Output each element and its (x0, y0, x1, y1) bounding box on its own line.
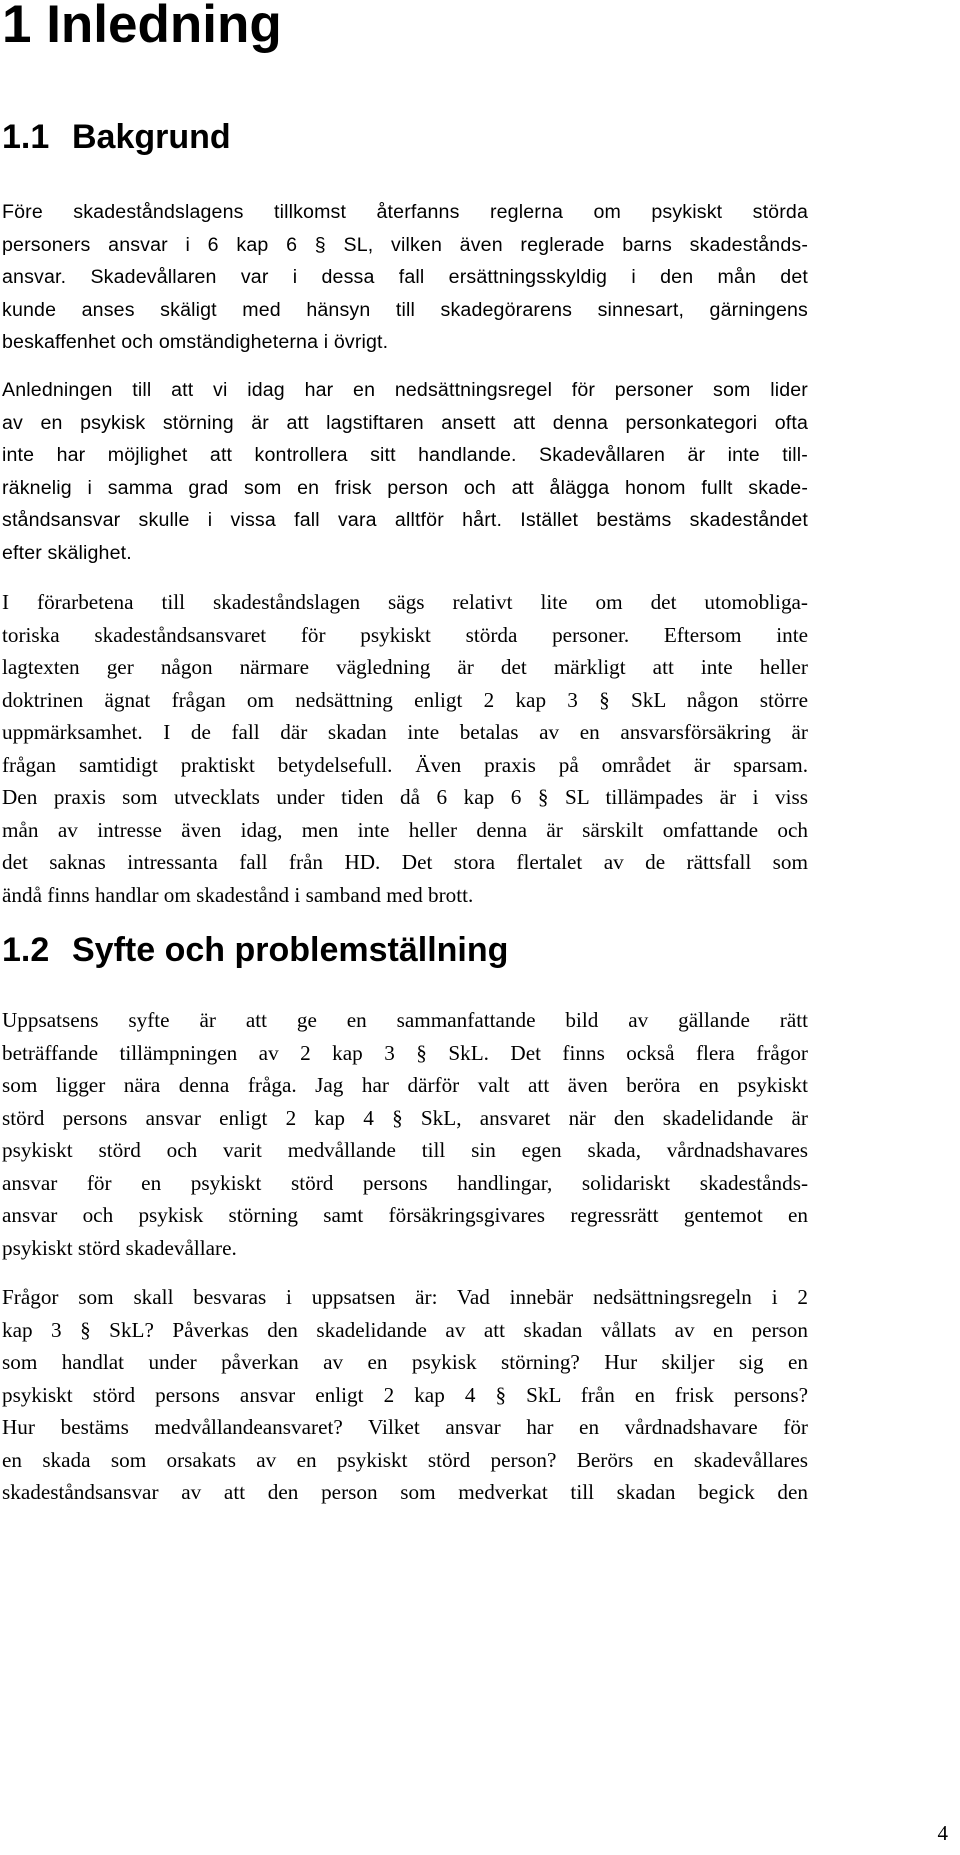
paragraph-bakgrund-3 (2, 586, 808, 911)
section-number: 1.2 (2, 931, 50, 969)
text-line: beträffande tillämpningen av 2 kap 3 § SkL. Det finns också flera frågor (2, 1040, 808, 1065)
text-line: det saknas intressanta fall från HD. Det stora flertalet av de rättsfall som (2, 850, 808, 874)
text-line: Hur bestäms medvållandeansvaret? Vilket ansvar har en vårdnadshavare för (2, 1415, 808, 1439)
text-line: skadeståndsansvar av att den person som medverkat till skadan begick den (2, 1480, 808, 1504)
text-line: störd persons ansvar enligt 2 kap 4 § SkL, ansvaret när den skadelidande är (2, 1105, 808, 1130)
text-line: beskaffenhet och omständigheterna i övrigt. (2, 331, 389, 353)
text-line: Före skadeståndslagens tillkomst återfanns reglerna om psykiskt störda (2, 201, 808, 223)
page-number: 4 (937, 1821, 948, 1845)
text-line: Anledningen till att vi idag har en nedsättningsregel för personer som lider (2, 379, 808, 401)
text-line: ansvar. Skadevållaren var i dessa fall ersättningsskyldig i den mån det (2, 266, 808, 288)
section-number: 1.1 (2, 118, 50, 156)
text-line: ansvar och psykisk störning samt försäkringsgivares regressrätt gentemot en (2, 1203, 808, 1227)
text-line: psykiskt störd skadevållare. (2, 1235, 237, 1260)
text-line: toriska skadeståndsansvaret för psykiskt störda personer. Eftersom inte (2, 622, 808, 647)
text-line: som handlat under påverkan av en psykisk störning? Hur skiljer sig en (2, 1350, 808, 1374)
text-line: kunde anses skäligt med hänsyn till skadegörarens sinnesart, gärningens (2, 298, 808, 321)
text-line: mån av intresse även idag, men inte heller denna är särskilt omfattande och (2, 817, 808, 842)
text-line: Uppsatsens syfte är att ge en sammanfattande bild av gällande rätt (2, 1008, 808, 1032)
text-line: I förarbetena till skadeståndslagen sägs relativt lite om det utomobliga- (2, 590, 808, 614)
paragraph-syfte-1 (2, 1004, 808, 1264)
text-line: ansvar för en psykiskt störd persons handlingar, solidariskt skadestånds- (2, 1170, 808, 1195)
text-line: av en psykisk störning är att lagstiftaren ansett att denna personkategori ofta (2, 411, 808, 434)
paragraph-syfte-2 (2, 1281, 808, 1509)
text-line: en skada som orsakats av en psykiskt störd person? Berörs en skadevållares (2, 1447, 808, 1472)
text-line: efter skälighet. (2, 541, 132, 564)
section-heading-syfte (2, 930, 508, 970)
text-line: uppmärksamhet. I de fall där skadan inte betalas av en ansvarsförsäkring är (2, 720, 808, 744)
text-line: ståndsansvar skulle i vissa fall vara alltför hårt. Istället bestäms skadeståndet (2, 509, 808, 531)
paragraph-bakgrund-1 (2, 196, 808, 359)
text-line: lagtexten ger någon närmare vägledning är det märkligt att inte heller (2, 655, 808, 679)
text-line: psykiskt störd persons ansvar enligt 2 kap 4 § SkL från en frisk persons? (2, 1382, 808, 1407)
text-line: ändå finns handlar om skadestånd i samband med brott. (2, 882, 474, 907)
text-line: Frågor som skall besvaras i uppsatsen är: Vad innebär nedsättningsregeln i 2 (2, 1285, 808, 1309)
text-line: inte har möjlighet att kontrollera sitt handlande. Skadevållaren är inte till- (2, 444, 808, 466)
text-line: som ligger nära denna fråga. Jag har därför valt att även beröra en psykiskt (2, 1073, 808, 1097)
paragraph-bakgrund-2 (2, 374, 808, 569)
text-line: räknelig i samma grad som en frisk person och att ålägga honom fullt skade- (2, 476, 808, 499)
section-title: Syfte och problemställning (72, 931, 509, 969)
text-line: personers ansvar i 6 kap 6 § SL, vilken även reglerade barns skadestånds- (2, 233, 808, 256)
section-title: Bakgrund (72, 118, 231, 156)
section-heading-bakgrund (2, 117, 231, 157)
text-line: doktrinen ägnat frågan om nedsättning enligt 2 kap 3 § SkL någon större (2, 687, 808, 712)
text-line: psykiskt störd och varit medvållande till sin egen skada, vårdnadshavares (2, 1138, 808, 1162)
chapter-heading: 1 Inledning (2, 0, 282, 54)
text-line: Den praxis som utvecklats under tiden då 6 kap 6 § SL tillämpades är i viss (2, 785, 808, 809)
text-line: frågan samtidigt praktiskt betydelsefull. Även praxis på området är sparsam. (2, 752, 808, 777)
text-line: kap 3 § SkL? Påverkas den skadelidande av att skadan vållats av en person (2, 1317, 808, 1342)
